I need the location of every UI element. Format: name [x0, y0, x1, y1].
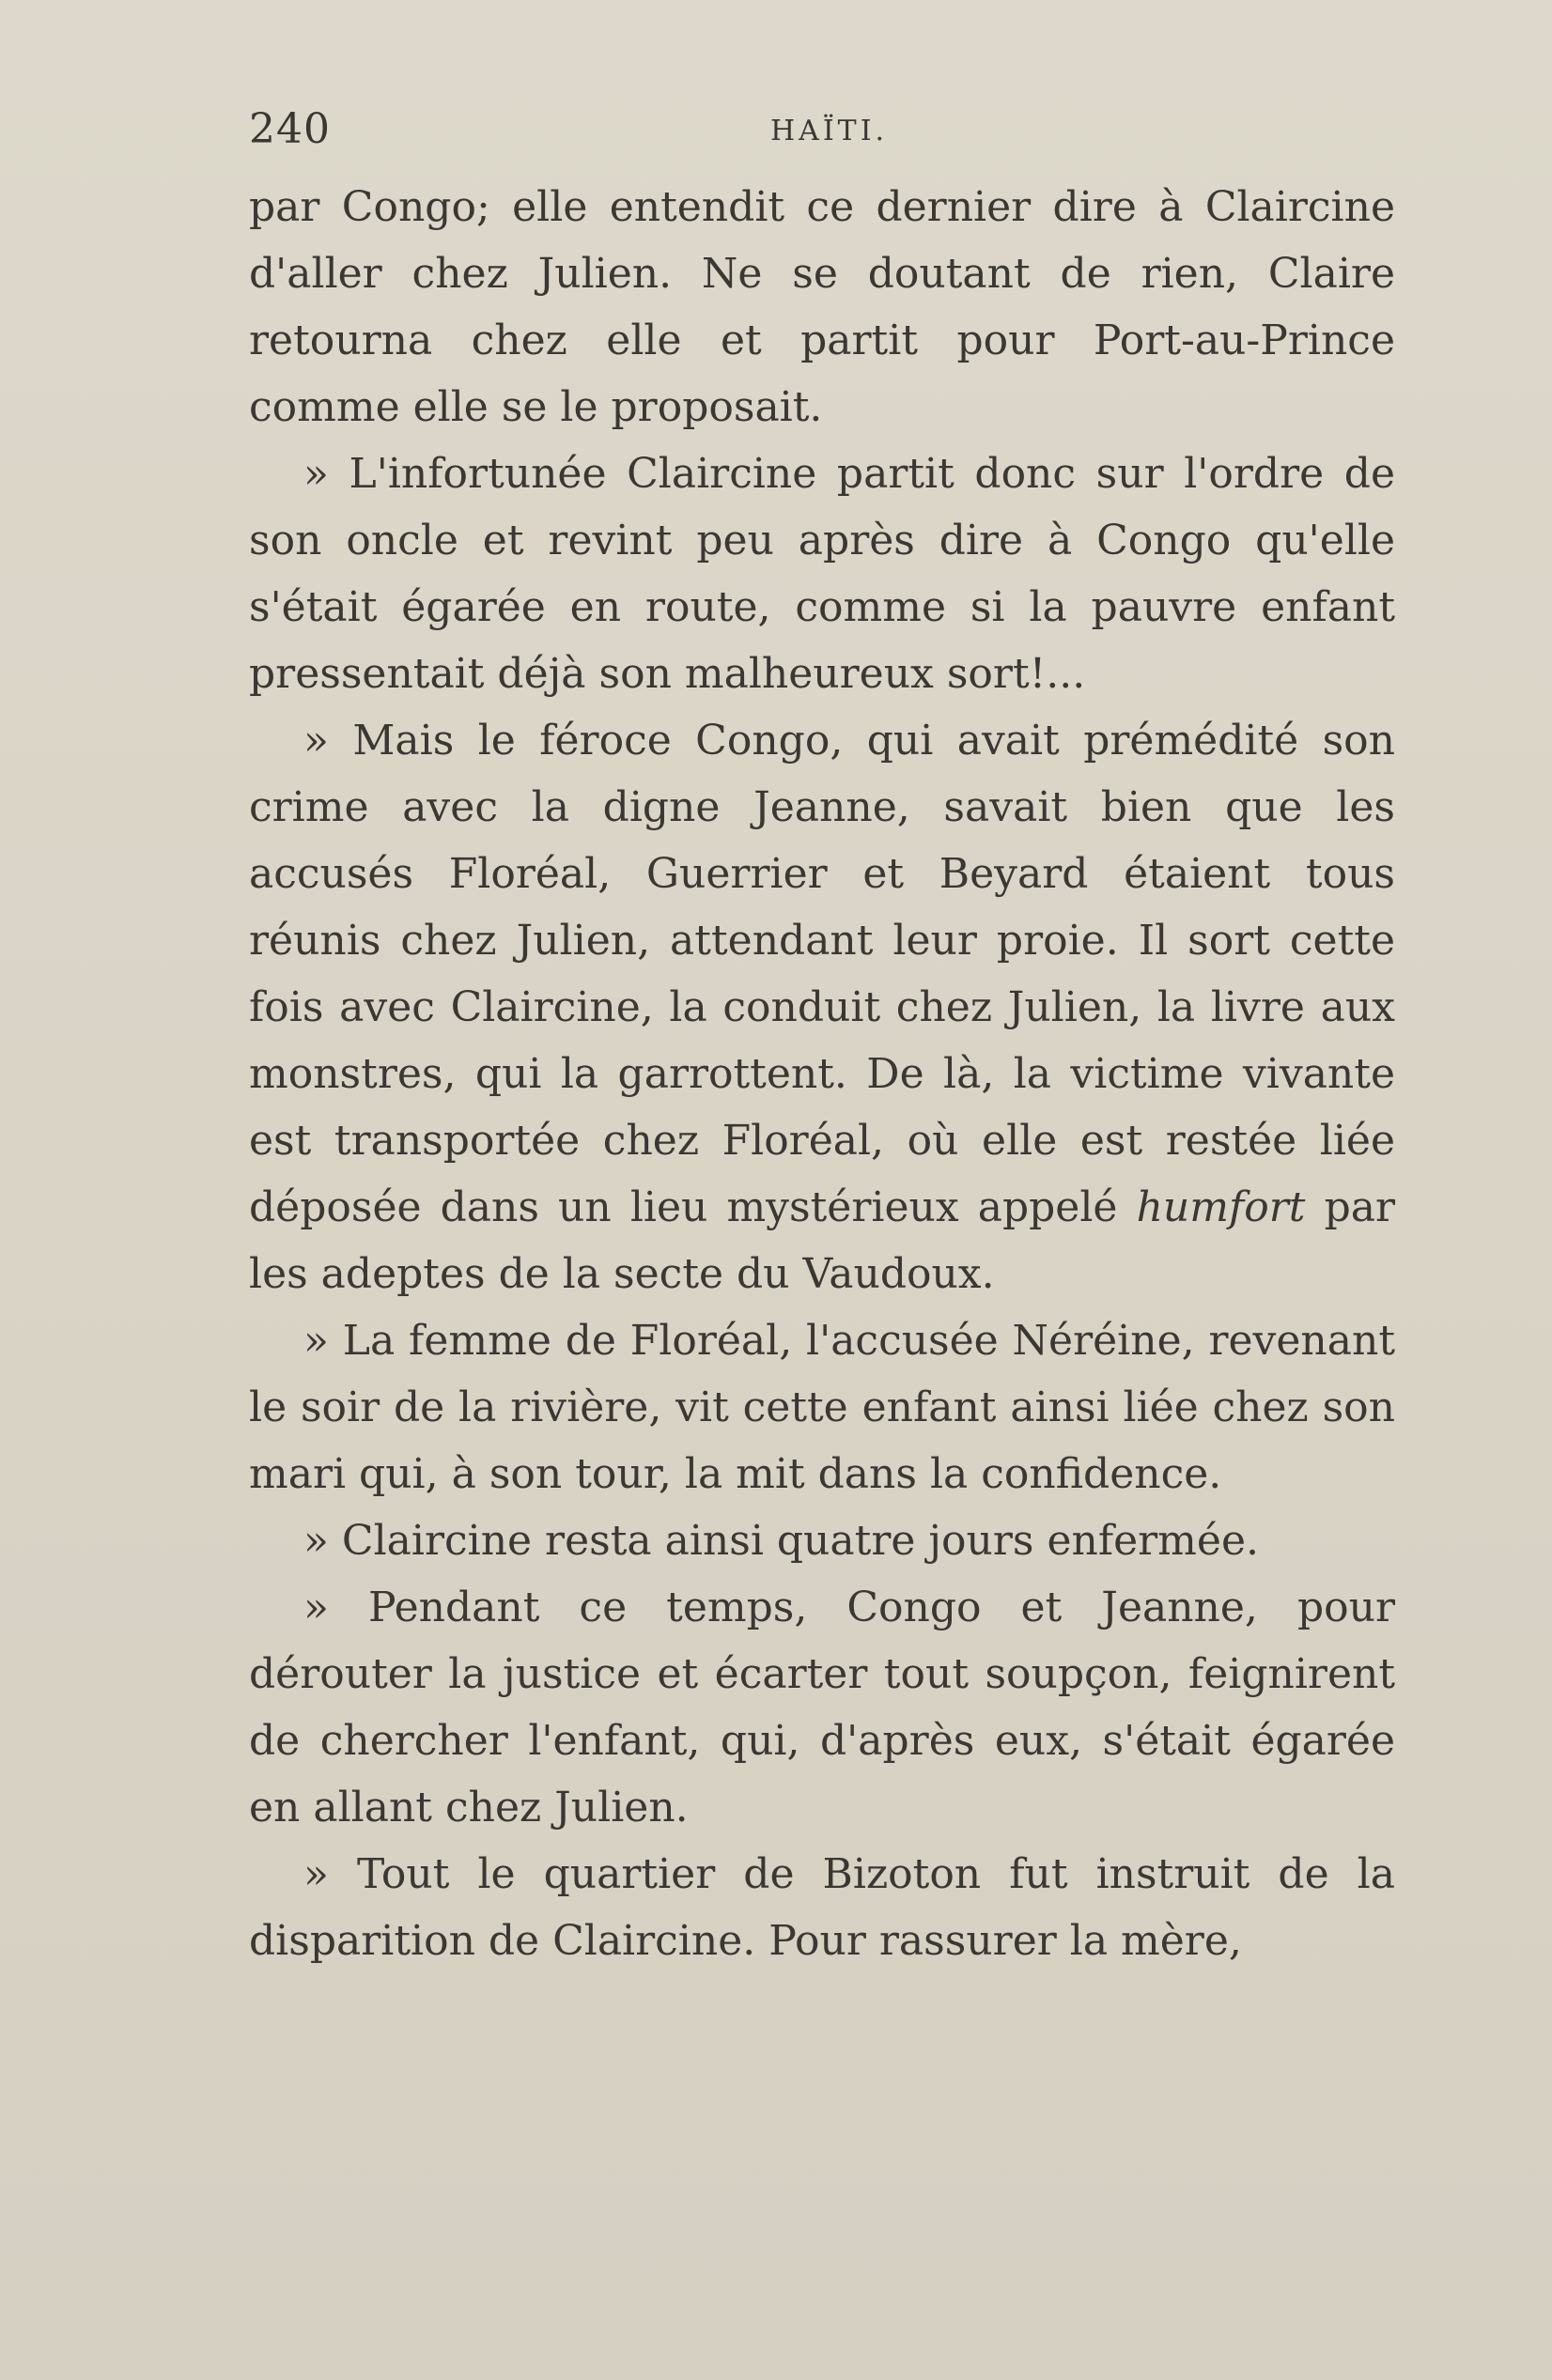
paragraph: » Tout le quartier de Bizoton fut instruit de la disparition de Claircine. Pour rassurer la mère, — [249, 1850, 1395, 1965]
paragraph: » Pendant ce temps, Congo et Jeanne, pour dérouter la justice et écarter tout soupçon, feignirent de chercher l'enfant, qui, d'après eux, s'était égarée en allant chez Julien. — [249, 1584, 1395, 1831]
paragraph — [249, 707, 1395, 1307]
paragraph: » La femme de Floréal, l'accusée Néréine, revenant le soir de la rivière, vit cette enfant ainsi liée chez son mari qui, à son tour, la mit dans la confidence. — [249, 1317, 1395, 1498]
paragraph: » Claircine resta ainsi quatre jours enfermée. — [303, 1517, 1259, 1565]
running-title: HAÏTI. — [770, 115, 889, 147]
page-number: 240 — [249, 105, 331, 153]
body-text — [249, 174, 1395, 1974]
paragraph-text: » Mais le féroce Congo, qui avait prémédité son crime avec la digne Jeanne, savait bien que les accusés Floréal, Guerrier et Beyard étaient tous réunis chez Julien, attendant leur proie. Il sort cette fois avec Claircine, la conduit chez Julien, la livre aux monstres, qui la garrottent. De là, la victime vivante est transportée chez Floréal, où elle est restée liée déposée dans un lieu mystérieux appelé — [249, 717, 1395, 1231]
paragraph-text: par les adeptes de la secte du Vaudoux. — [249, 1183, 1396, 1298]
page-header — [249, 94, 1395, 169]
paragraph: par Congo; elle entendit ce dernier dire à Claircine d'aller chez Julien. Ne se doutant de rien, Claire retourna chez elle et partit pour Port-au-Prince comme elle se le proposait. — [249, 183, 1395, 431]
paragraph: » L'infortunée Claircine partit donc sur l'ordre de son oncle et revint peu après dire à Congo qu'elle s'était égarée en route, comme si la pauvre enfant pressentait déjà son malheureux sort!... — [249, 450, 1395, 698]
italic-term: humfort — [1136, 1183, 1306, 1231]
